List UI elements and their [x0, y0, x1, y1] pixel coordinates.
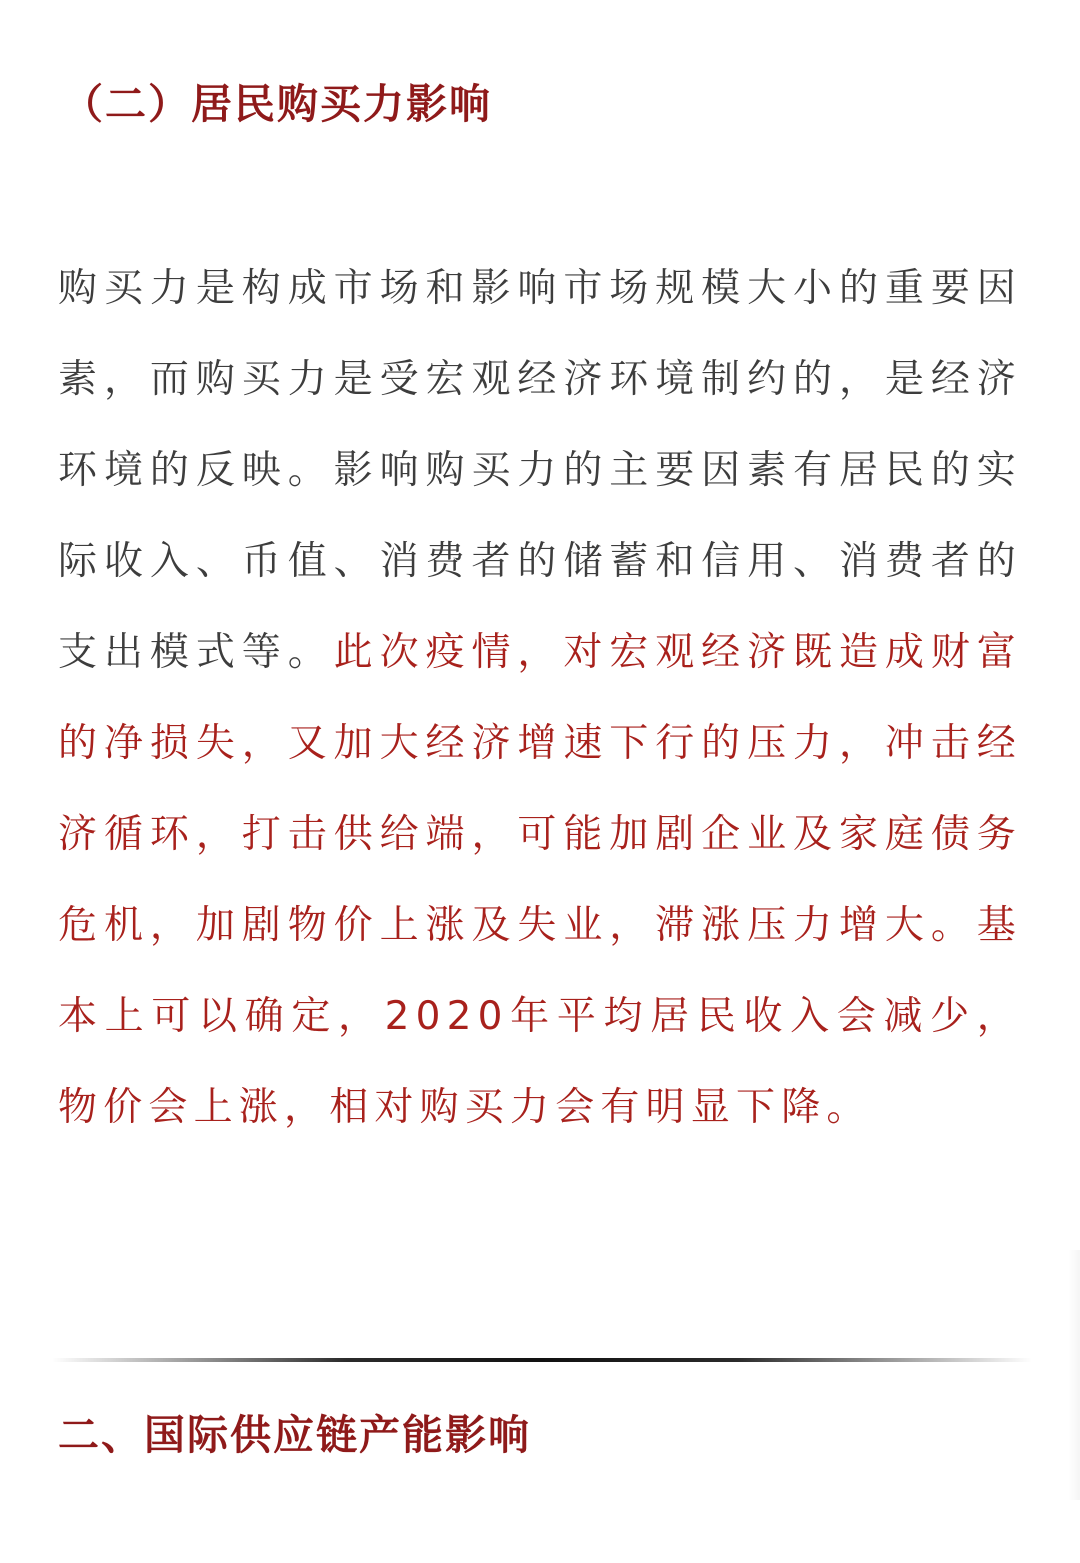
paragraph-highlighted-text: 此次疫情，对宏观经济既造成财富的净损失，又加大经济增速下行的压力，冲击经济循环，打击供给端，可能加剧企业及家庭债务危机，加剧物价上涨及失业，滞涨压力增大。基本上可以确定，2020年平均居民收入会减少，物价会上涨，相对购买力会有明显下降。 [58, 630, 1022, 1130]
paragraph-normal-text: 购买力是构成市场和影响市场规模大小的重要因素，而购买力是受宏观经济环境制约的，是经济环境的反映。影响购买力的主要因素有居民的实际收入、币值、消费者的储蓄和信用、消费者的支出模式等。 [58, 266, 1022, 675]
section-divider [52, 1358, 1032, 1362]
chapter-heading: 二、国际供应链产能影响 [58, 1411, 531, 1459]
section-heading: （二）居民购买力影响 [62, 80, 492, 128]
edge-shadow [1068, 1250, 1080, 1500]
body-paragraph [58, 243, 1022, 1153]
